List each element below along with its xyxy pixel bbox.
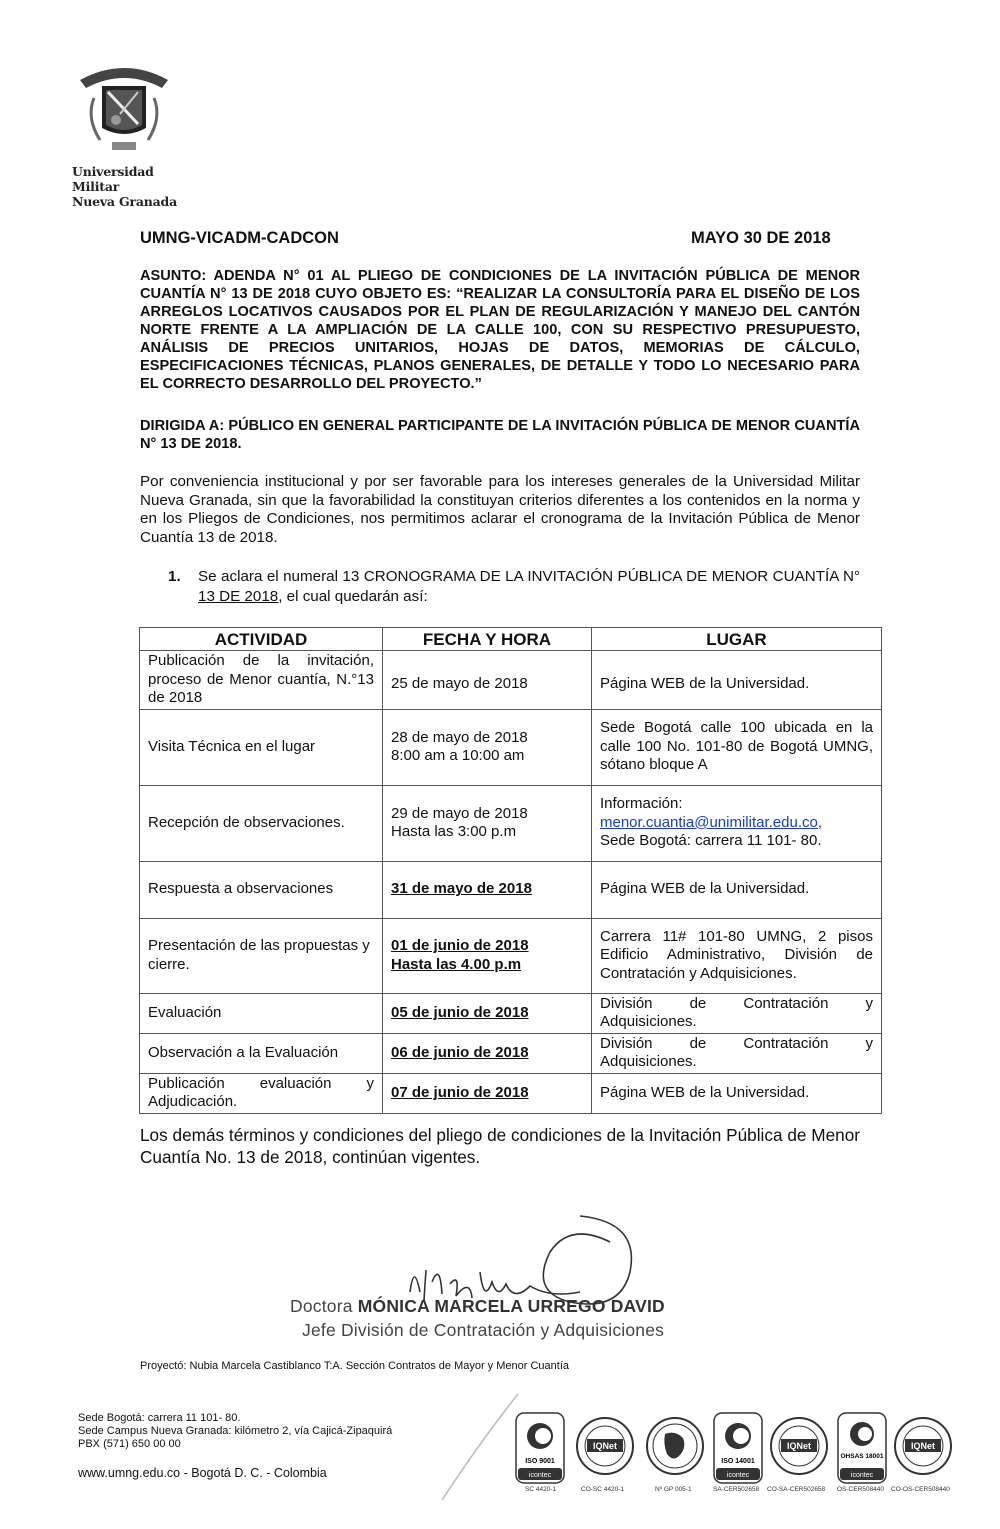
item-text-after: el cual quedarán así: bbox=[282, 587, 428, 605]
svg-text:OHSAS 18001: OHSAS 18001 bbox=[840, 1453, 884, 1460]
document-addressee: DIRIGIDA A: PÚBLICO EN GENERAL PARTICIPANTE DE LA INVITACIÓN PÚBLICA DE MENOR CUANTÍA N° 13 DE 2018. bbox=[140, 418, 860, 452]
cell-activity: Publicación evaluación y Adjudicación. bbox=[140, 1073, 383, 1113]
table-header-row bbox=[140, 628, 882, 651]
table-row bbox=[140, 709, 882, 785]
schedule-table bbox=[139, 627, 882, 1114]
cert-code: Nº GP 005-1 bbox=[655, 1486, 692, 1493]
footer-address bbox=[78, 1412, 392, 1451]
cell-place: División de Contratación y Adquisiciones. bbox=[592, 1033, 882, 1073]
table-row bbox=[140, 993, 882, 1033]
cell-place bbox=[592, 651, 882, 710]
icontec-iso9001-icon bbox=[515, 1412, 565, 1484]
icontec-ohsas18001-icon bbox=[837, 1412, 887, 1484]
cell-activity: Respuesta a observaciones bbox=[140, 861, 383, 918]
certification-logos bbox=[515, 1412, 955, 1496]
cell-date bbox=[383, 709, 592, 785]
cell-place-label: Información: bbox=[600, 795, 683, 813]
item-text bbox=[198, 567, 860, 606]
header-date: FECHA Y HORA bbox=[383, 628, 592, 651]
cell-date: 06 de junio de 2018 bbox=[383, 1033, 592, 1073]
document-reference: UMNG-VICADM-CADCON bbox=[140, 229, 339, 247]
footer-line1: Sede Bogotá: carrera 11 101- 80. bbox=[78, 1412, 241, 1424]
cell-place: Página WEB de la Universidad. bbox=[592, 861, 882, 918]
footer-line3: PBX (571) 650 00 00 bbox=[78, 1438, 181, 1450]
cert-code: SC 4420-1 bbox=[525, 1486, 557, 1493]
table-row bbox=[140, 1033, 882, 1073]
university-name-line2: Nueva Granada bbox=[72, 194, 177, 209]
icontec-iso14001-icon bbox=[713, 1412, 763, 1484]
table-row bbox=[140, 651, 882, 710]
signatory-title: Jefe División de Contratación y Adquisiciones bbox=[302, 1320, 665, 1340]
document-subject: ASUNTO: ADENDA N° 01 AL PLIEGO DE CONDICIONES DE LA INVITACIÓN PÚBLICA DE MENOR CUANTÍA N° 13 DE 2018 CUYO OBJETO ES: “REALIZAR LA CONSULTORÍA PARA EL DISEÑO DE LOS ARREGLOS LOCATIVOS CAUSADOS POR EL PLAN DE REGULARIZACIÓN Y MANEJO DEL CANTÓN NORTE FRENTE A LA AMPLIACIÓN DE LA CALLE 100, CON SU RESPECTIVO PRESUPUESTO, ANÁLISIS DE PRECIOS UNITARIOS, HOJAS DE DATOS, MEMORIAS DE CÁLCULO, ESPECIFICACIONES TÉCNICAS, PLANOS GENERALES, DE DETALLE Y TODO LO NECESARIO PARA EL CORRECTO DESARROLLO DEL PROYECTO.” bbox=[140, 268, 860, 392]
cell-activity: Presentación de las propuestas y cierre. bbox=[140, 918, 383, 993]
cell-date: 05 de junio de 2018 bbox=[383, 993, 592, 1033]
cell-activity: Publicación de la invitación, proceso de Menor cuantía, N.°13 de 2018 bbox=[140, 651, 383, 710]
cell-date bbox=[383, 918, 592, 993]
cell-place: División de Contratación y Adquisiciones. bbox=[592, 993, 882, 1033]
cert-code: CO-SC 4420-1 bbox=[581, 1486, 624, 1493]
svg-text:icontec: icontec bbox=[528, 1472, 552, 1479]
cell-place: Página WEB de la Universidad. bbox=[592, 1073, 882, 1113]
item-number: 1. bbox=[168, 568, 181, 585]
cell-date-line2: 8:00 am a 10:00 am bbox=[391, 747, 525, 764]
cell-date bbox=[383, 651, 592, 710]
cert-code: OS-CER508440 bbox=[837, 1486, 884, 1493]
cell-activity: Recepción de observaciones. bbox=[140, 785, 383, 861]
prepared-by: Proyectó: Nubia Marcela Castiblanco T:A. Sección Contratos de Mayor y Menor Cuantía bbox=[140, 1360, 569, 1372]
footer-line2: Sede Campus Nueva Granada: kilómetro 2, vía Cajicá-Zipaquirá bbox=[78, 1425, 393, 1437]
signatory-name-bold: MÓNICA MARCELA URREGO DAVID bbox=[357, 1296, 665, 1316]
item-text-underlined: 13 DE 2018, bbox=[198, 587, 283, 605]
svg-text:icontec: icontec bbox=[726, 1472, 750, 1479]
cell-activity: Visita Técnica en el lugar bbox=[140, 709, 383, 785]
university-logo bbox=[68, 58, 180, 209]
item-text-before: Se aclara el numeral 13 CRONOGRAMA DE LA INVITACIÓN PÚBLICA DE MENOR CUANTÍA N° bbox=[198, 568, 860, 585]
table-row bbox=[140, 1073, 882, 1113]
cell-date-line1: 28 de mayo de 2018 bbox=[391, 728, 528, 746]
cert-code: CO-OS-CER508440 bbox=[891, 1486, 950, 1493]
government-quality-seal-icon bbox=[645, 1412, 705, 1484]
cell-date-line1: 01 de junio de 2018 bbox=[391, 937, 529, 954]
document-date: MAYO 30 DE 2018 bbox=[691, 229, 831, 247]
table-row bbox=[140, 785, 882, 861]
svg-text:icontec: icontec bbox=[850, 1472, 874, 1479]
table-row bbox=[140, 918, 882, 993]
header-place: LUGAR bbox=[592, 628, 882, 651]
table-row bbox=[140, 861, 882, 918]
cell-place-text: Página WEB de la Universidad. bbox=[600, 675, 810, 692]
footer-website: www.umng.edu.co - Bogotá D. C. - Colombia bbox=[78, 1466, 327, 1480]
cell-date: 07 de junio de 2018 bbox=[383, 1073, 592, 1113]
cell-place-extra: Sede Bogotá: carrera 11 101- 80. bbox=[600, 832, 822, 850]
university-name bbox=[72, 164, 180, 209]
iqnet-certification-icon bbox=[769, 1412, 829, 1484]
signatory-prefix: Doctora bbox=[290, 1296, 358, 1316]
svg-text:IQNet: IQNet bbox=[592, 1441, 618, 1451]
footer-divider-curve bbox=[440, 1392, 520, 1502]
cell-date-line1: 25 de mayo de 2018 bbox=[391, 675, 528, 692]
cert-code: SA-CER502658 bbox=[713, 1486, 760, 1493]
cell-date: 31 de mayo de 2018 bbox=[383, 861, 592, 918]
numbered-item bbox=[168, 567, 860, 606]
svg-text:IQNet: IQNet bbox=[786, 1441, 812, 1451]
intro-paragraph: Por conveniencia institucional y por ser favorable para los intereses generales de la Universidad Militar Nueva Granada, sin que la favorabilidad la constituyan criterios diferentes a los contenidos en la norma y en los Pliegos de Condiciones, nos permitimos aclarar el cronograma de la Invitación Pública de Menor Cuantía 13 de 2018. bbox=[140, 473, 860, 546]
cell-activity: Observación a la Evaluación bbox=[140, 1033, 383, 1073]
cell-place: Sede Bogotá calle 100 ubicada en la calle 100 No. 101-80 de Bogotá UMNG, sótano bloque A bbox=[592, 709, 882, 785]
svg-text:ISO 14001: ISO 14001 bbox=[721, 1458, 755, 1465]
svg-text:IQNet: IQNet bbox=[910, 1441, 936, 1451]
svg-text:ISO 9001: ISO 9001 bbox=[525, 1458, 555, 1465]
cell-place bbox=[592, 785, 882, 861]
cell-date bbox=[383, 785, 592, 861]
cell-date-line1: 29 de mayo de 2018 bbox=[391, 804, 528, 822]
university-name-line1: Universidad Militar bbox=[72, 164, 154, 194]
cell-date-line2: Hasta las 3:00 p.m bbox=[391, 823, 517, 840]
cell-activity: Evaluación bbox=[140, 993, 383, 1033]
cert-code: CO-SA-CER502658 bbox=[767, 1486, 826, 1493]
header-activity: ACTIVIDAD bbox=[140, 628, 383, 651]
cell-date-line2: Hasta las 4.00 p.m bbox=[391, 955, 522, 973]
cell-place: Carrera 11# 101-80 UMNG, 2 pisos Edificio Administrativo, División de Contratación y Adquisiciones. bbox=[592, 918, 882, 993]
closing-paragraph: Los demás términos y condiciones del pliego de condiciones de la Invitación Pública de Menor Cuantía No. 13 de 2018, continúan vigentes. bbox=[140, 1125, 860, 1167]
email-link[interactable]: menor.cuantia@unimilitar.edu.co, bbox=[600, 813, 823, 831]
signatory-name bbox=[290, 1296, 665, 1317]
iqnet-certification-icon bbox=[575, 1412, 635, 1484]
shield-crest-icon bbox=[72, 58, 176, 162]
iqnet-certification-icon bbox=[893, 1412, 953, 1484]
